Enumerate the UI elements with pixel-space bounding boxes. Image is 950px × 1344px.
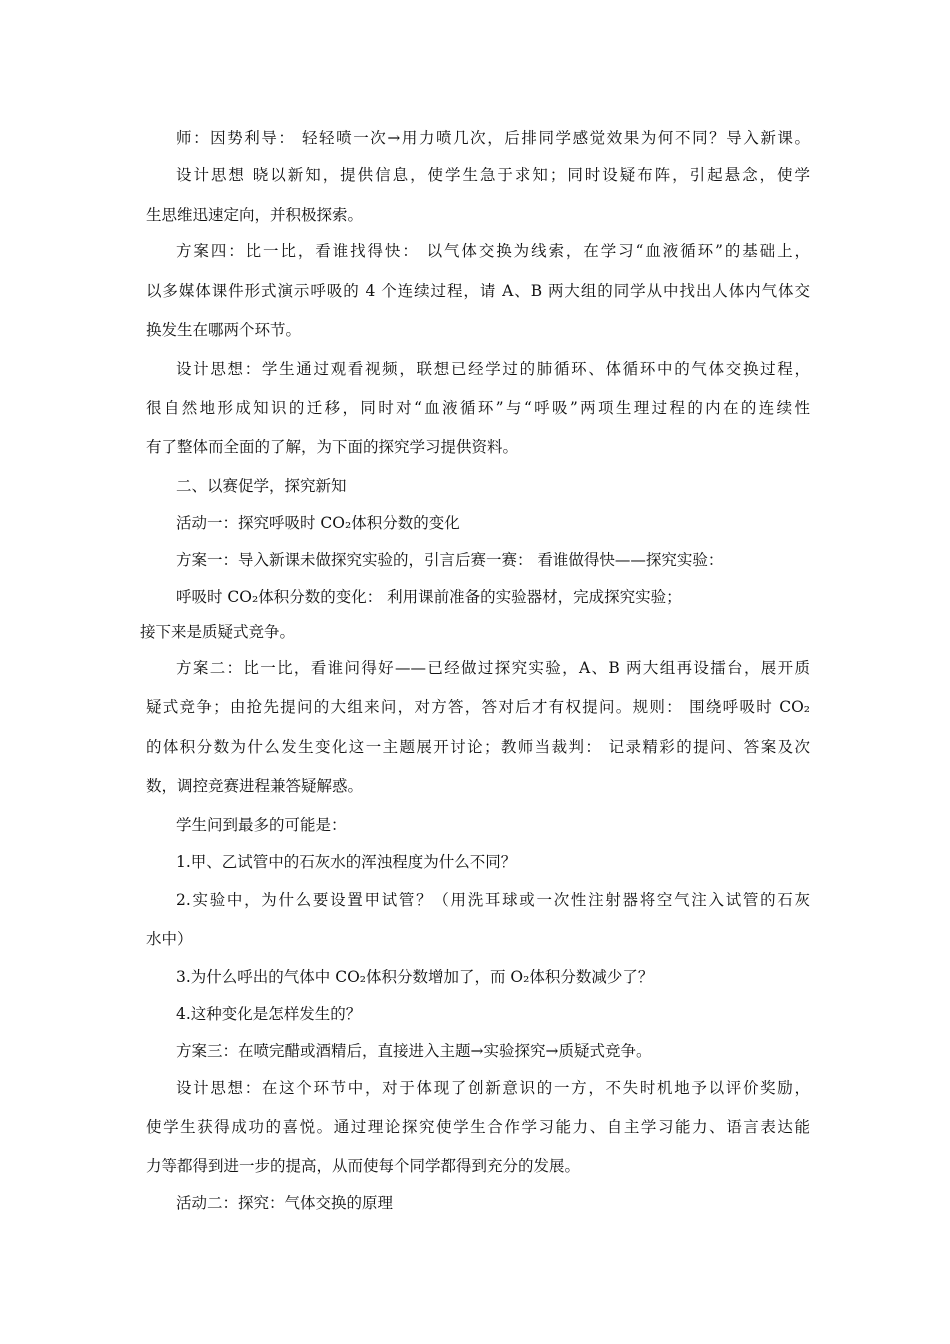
text-line: 生思维迅速定向，并积极探索。 bbox=[146, 206, 364, 224]
activity-heading: 活动一：探究呼吸时 CO₂体积分数的变化 bbox=[176, 514, 460, 532]
text-line: 力等都得到进一步的提高，从而使每个同学都得到充分的发展。 bbox=[146, 1157, 581, 1175]
text-line: 有了整体而全面的了解，为下面的探究学习提供资料。 bbox=[146, 438, 519, 456]
section-heading: 二、以赛促学，探究新知 bbox=[176, 477, 347, 495]
text-line: 学生问到最多的可能是： bbox=[176, 816, 347, 834]
list-item: 2.实验中，为什么要设置甲试管？（用洗耳球或一次性注射器将空气注入试管的石灰 bbox=[176, 891, 810, 909]
list-item-continuation: 水中） bbox=[146, 930, 193, 948]
text-line: 方案三：在喷完醋或酒精后，直接进入主题→实验探究→质疑式竞争。 bbox=[176, 1042, 652, 1060]
text-line: 很自然地形成知识的迁移，同时对“血液循环”与“呼吸”两项生理过程的内在的连续性 bbox=[146, 399, 810, 417]
text-line: 设计思想 晓以新知，提供信息，使学生急于求知；同时设疑布阵，引起悬念，使学 bbox=[176, 166, 810, 184]
text-line: 的体积分数为什么发生变化这一主题展开讨论；教师当裁判： 记录精彩的提问、答案及次 bbox=[146, 738, 810, 756]
text-line: 以多媒体课件形式演示呼吸的 4 个连续过程，请 A、B 两大组的同学从中找出人体内气体交 bbox=[146, 282, 810, 300]
text-line: 设计思想：学生通过观看视频，联想已经学过的肺循环、体循环中的气体交换过程， bbox=[176, 360, 810, 378]
activity-heading: 活动二：探究：气体交换的原理 bbox=[176, 1194, 394, 1212]
text-line: 数，调控竞赛进程兼答疑解惑。 bbox=[146, 777, 364, 795]
text-line: 呼吸时 CO₂体积分数的变化： 利用课前准备的实验器材，完成探究实验； bbox=[176, 588, 682, 606]
text-line: 师：因势利导： 轻轻喷一次→用力喷几次，后排同学感觉效果为何不同？导入新课。 bbox=[176, 129, 810, 147]
text-line: 使学生获得成功的喜悦。通过理论探究使学生合作学习能力、自主学习能力、语言表达能 bbox=[146, 1118, 810, 1136]
text-line: 疑式竞争；由抢先提问的大组来问，对方答，答对后才有权提问。规则： 围绕呼吸时 CO₂ bbox=[146, 698, 810, 716]
text-line: 方案四：比一比，看谁找得快： 以气体交换为线索，在学习“血液循环”的基础上， bbox=[176, 242, 810, 260]
text-line: 方案一：导入新课未做探究实验的，引言后赛一赛： 看谁做得快——探究实验： bbox=[176, 551, 724, 569]
text-line: 方案二：比一比，看谁问得好——已经做过探究实验，A、B 两大组再设擂台，展开质 bbox=[176, 659, 810, 677]
list-item: 3.为什么呼出的气体中 CO₂体积分数增加了，而 O₂体积分数减少了？ bbox=[176, 968, 654, 986]
text-line: 设计思想：在这个环节中，对于体现了创新意识的一方，不失时机地予以评价奖励， bbox=[176, 1079, 810, 1097]
text-line: 接下来是质疑式竞争。 bbox=[140, 623, 296, 641]
text-line: 换发生在哪两个环节。 bbox=[146, 321, 302, 339]
list-item: 1.甲、乙试管中的石灰水的浑浊程度为什么不同？ bbox=[176, 853, 517, 871]
list-item: 4.这种变化是怎样发生的？ bbox=[176, 1005, 362, 1023]
